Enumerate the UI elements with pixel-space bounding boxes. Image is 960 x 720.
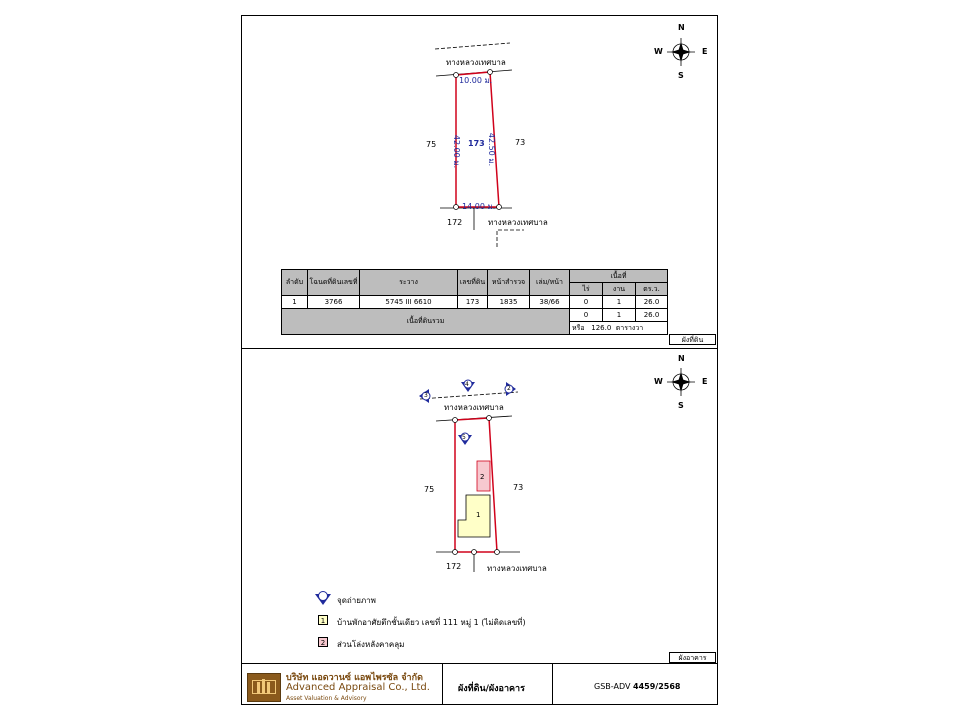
- dim-right: 42.50 ม.: [487, 132, 497, 167]
- footer-divider: [442, 663, 443, 705]
- neighbor-left: 75: [426, 140, 437, 149]
- corner-pin: [454, 205, 459, 210]
- cell: 1835: [488, 296, 530, 309]
- corner-pin: [454, 73, 459, 78]
- marker-5-label: 5: [462, 434, 466, 441]
- company-tagline: Asset Valuation & Advisory: [286, 695, 367, 702]
- total-sqwa: [570, 322, 668, 335]
- marker-4-label: 4: [465, 381, 469, 388]
- th-deed: โฉนดที่ดินเลขที่: [308, 270, 360, 296]
- cell: 173: [458, 296, 488, 309]
- footer-divider: [552, 663, 553, 705]
- cell: 1: [603, 309, 636, 322]
- compass-n-2: N: [678, 354, 685, 363]
- building-2-label: 2: [480, 473, 485, 481]
- building-1-label: 1: [476, 511, 481, 519]
- legend-item-2: ส่วนโล่งหลังคาคลุม: [337, 640, 405, 649]
- cell: 38/66: [530, 296, 570, 309]
- compass-e: E: [702, 47, 708, 56]
- tag-land-plan: ผังที่ดิน: [669, 334, 716, 345]
- cell: 0: [570, 296, 603, 309]
- corner-pin: [472, 550, 477, 555]
- marker-3-label: 3: [424, 392, 428, 399]
- cell: 0: [570, 309, 603, 322]
- corner-pin: [487, 416, 492, 421]
- th-book: เล่ม/หน้า: [530, 270, 570, 296]
- cell: 3766: [308, 296, 360, 309]
- th-sqwa: ตร.ว.: [636, 283, 668, 296]
- building-1-shape: [458, 495, 490, 537]
- road-label-bottom-2: ทางหลวงเทศบาล: [487, 564, 547, 573]
- road-label-top-2: ทางหลวงเทศบาล: [444, 403, 504, 412]
- legend-photo-label: จุดถ่ายภาพ: [337, 596, 376, 605]
- th-ngan: งาน: [603, 283, 636, 296]
- footer-ref: [594, 682, 680, 691]
- neighbor-below: 172: [447, 218, 463, 227]
- road-bottom-dash: [497, 230, 524, 247]
- cell: 26.0: [636, 296, 668, 309]
- cell: 5745 III 6610: [360, 296, 458, 309]
- th-no: ลำดับ: [282, 270, 308, 296]
- tag-building-plan: ผังอาคาร: [669, 652, 716, 663]
- neighbor-right: 73: [515, 138, 526, 147]
- neighbor-right-2: 73: [513, 483, 524, 492]
- th-land-no: เลขที่ดิน: [458, 270, 488, 296]
- compass-rose-icon: [667, 38, 695, 66]
- corner-pin: [453, 550, 458, 555]
- marker-2-label: 2: [507, 385, 511, 392]
- cell: 1: [282, 296, 308, 309]
- legend-box-1: 1: [318, 615, 328, 625]
- th-map-sheet: ระวาง: [360, 270, 458, 296]
- th-survey: หน้าสำรวจ: [488, 270, 530, 296]
- neighbor-below-2: 172: [446, 562, 462, 571]
- or-unit: ตารางวา: [615, 323, 644, 332]
- company-logo: [247, 673, 281, 702]
- compass-s: S: [678, 71, 684, 80]
- cell: 26.0: [636, 309, 668, 322]
- road-label-bottom: ทางหลวงเทศบาล: [488, 218, 548, 227]
- compass-w-2: W: [654, 377, 663, 386]
- company-name-en: Advanced Appraisal Co., Ltd.: [286, 682, 430, 693]
- th-area: เนื้อที่: [570, 270, 668, 283]
- deed-table: [281, 269, 668, 335]
- road-top-dash-2: [420, 392, 518, 399]
- th-rai: ไร่: [570, 283, 603, 296]
- compass-n: N: [678, 23, 685, 32]
- corner-pin: [497, 205, 502, 210]
- road-top-dash: [435, 43, 510, 49]
- parcel-number: 173: [468, 139, 485, 148]
- compass-e-2: E: [702, 377, 708, 386]
- neighbor-left-2: 75: [424, 485, 435, 494]
- corner-pin: [495, 550, 500, 555]
- legend-item-1: บ้านพักอาศัยตึกชั้นเดียว เลขที่ 111 หมู่ 1 (ไม่ติดเลขที่): [337, 618, 526, 627]
- dim-left: 42.00 ม.: [452, 134, 462, 169]
- compass-w: W: [654, 47, 663, 56]
- legend-box-2: 2: [318, 637, 328, 647]
- road-label-top: ทางหลวงเทศบาล: [446, 58, 506, 67]
- legend-photo-marker-icon: [315, 592, 331, 606]
- total-label: เนื้อที่ดินรวม: [282, 309, 570, 335]
- dim-bottom: 14.00 ม.: [462, 202, 496, 211]
- footer-title: ผังที่ดิน/ผังอาคาร: [458, 684, 525, 694]
- ref-number: 4459/2568: [633, 682, 681, 691]
- corner-pin: [453, 418, 458, 423]
- dim-top: 10.00 ม.: [459, 76, 493, 85]
- company-name-th: บริษัท แอดวานซ์ แอพไพรซัล จำกัด: [286, 673, 423, 683]
- cell: 1: [603, 296, 636, 309]
- or-value: 126.0: [591, 323, 612, 332]
- ref-prefix: GSB-ADV: [594, 682, 631, 691]
- footer-border: [241, 663, 718, 664]
- compass-rose-icon: [667, 368, 695, 396]
- or-label: หรือ: [572, 323, 585, 332]
- compass-s-2: S: [678, 401, 684, 410]
